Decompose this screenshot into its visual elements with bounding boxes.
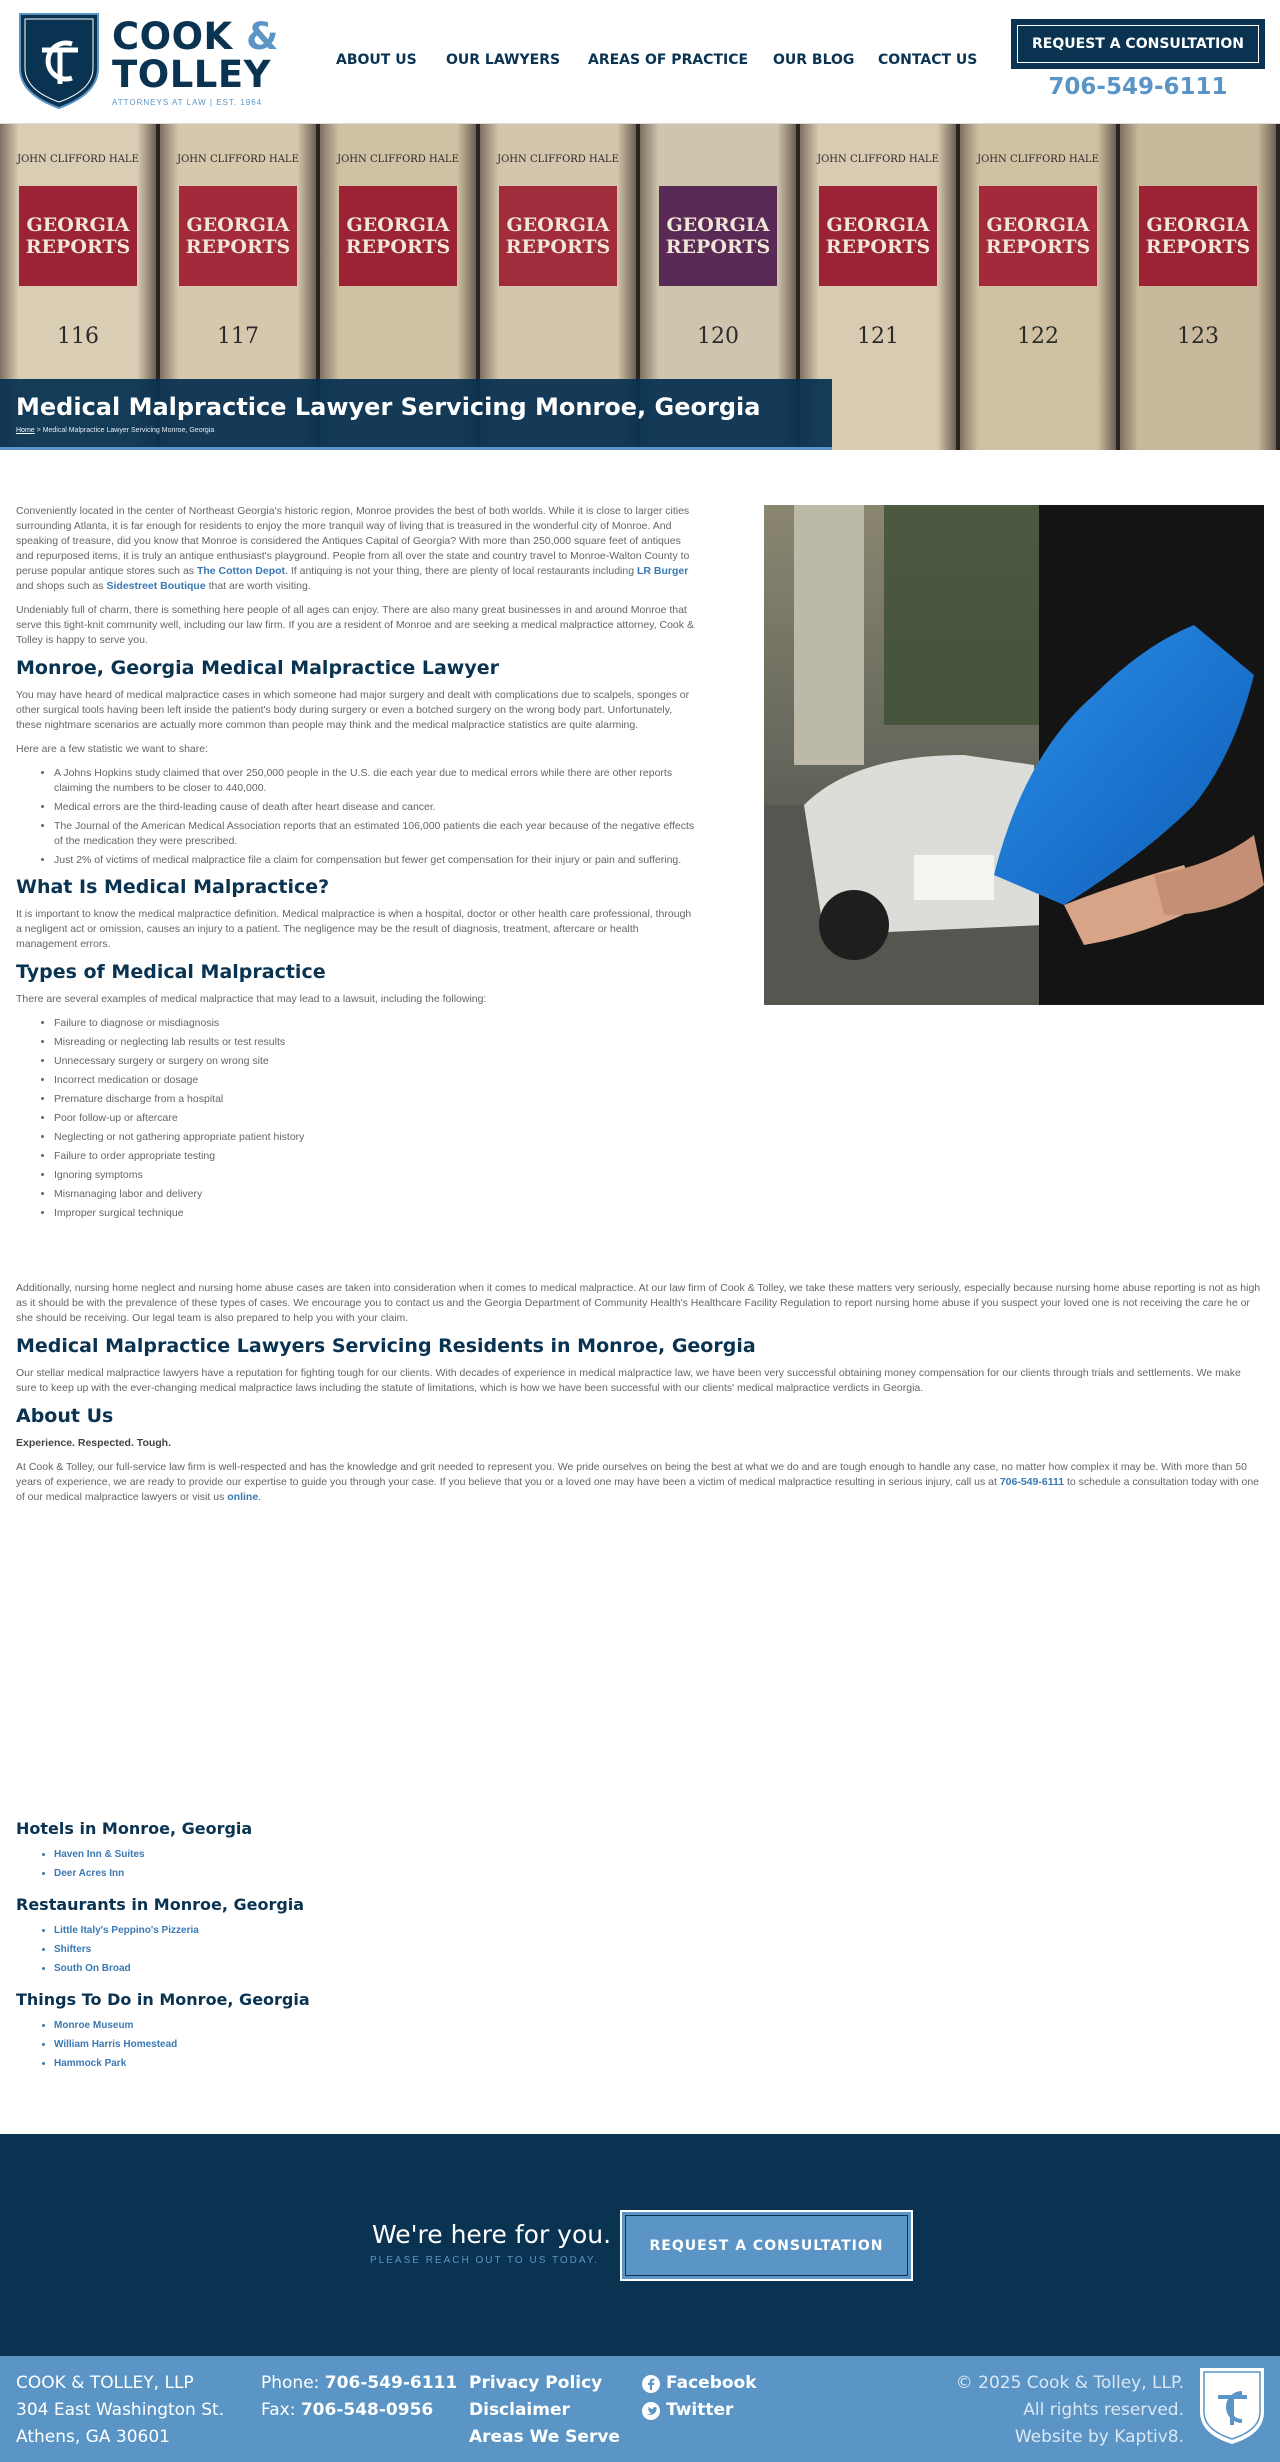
copyright-text: © 2025 Cook & Tolley, LLP. [955,2373,1184,2393]
list-item: • Poor follow-up or aftercare [54,1111,696,1126]
footer-address [16,2370,224,2451]
book-label-line: GEORGIA [986,214,1090,236]
band-subtitle: PLEASE REACH OUT TO US TODAY. [370,2255,599,2266]
about-online-link[interactable]: online [227,1491,259,1503]
types-intro: There are several examples of medical malpractice that may lead to a lawsuit, including the following: [16,993,487,1005]
book-volume-number: 123 [1177,324,1219,349]
list-item: • Ignoring symptoms [54,1168,696,1183]
privacy-policy-link[interactable]: Privacy Policy [469,2373,603,2393]
book-label [659,186,778,286]
logo-line-2: TOLLEY [112,53,271,96]
book-label [339,186,458,286]
book-label-line: GEORGIA [666,214,770,236]
nav-our-lawyers[interactable]: OUR LAWYERS [446,52,561,68]
list-item: • Mismanaging labor and delivery [54,1187,696,1202]
heading-monroe-lawyer: Monroe, Georgia Medical Malpractice Lawyer [16,657,499,679]
header-consultation-label: REQUEST A CONSULTATION [1032,36,1244,52]
book-spine [960,124,1116,450]
book-volume-number: 120 [697,324,739,349]
lr-burger-link[interactable]: LR Burger [637,565,689,577]
book-label [979,186,1098,286]
hotels-list [54,1845,1264,1883]
disclaimer-link[interactable]: Disclaimer [469,2400,570,2420]
about-text-c: . [258,1491,262,1503]
intro-paragraph-2: Undeniably full of charm, there is something here people of all ages can enjoy. There are also many great businesses in and around Monroe that serve this tight-knit community well, including our law firm. If you are a resident of Monroe and are seeking a medical malpractice attorney, Cook & Tolley is happy to serve you. [16,604,694,646]
footer-social [642,2370,757,2424]
phone-label: Phone: [261,2373,325,2393]
heading-what-is: What Is Medical Malpractice? [16,876,330,898]
list-item: • The Journal of the American Medical Association reports that an estimated 106,000 patients die each year because of the negative effects of the medication they were prescribed. [54,819,696,849]
nursing-paragraph: Additionally, nursing home neglect and nursing home abuse cases are taken into consideration when it comes to medical malpractice. At our law firm of Cook & Tolley, we take these matters very seriously, especially because nursing home abuse reporting is not as high as it should be with the prevalence of these types of cases. We encourage you to contact us and the Georgia Department of Community Health's Healthcare Facility Regulation to report nursing home abuse if you suspect your loved one is not receiving the care he or she should be receiving. Our legal team is also prepared to help you with your claim. [16,1282,1261,1324]
twitter-label: Twitter [666,2400,734,2420]
page-title: Medical Malpractice Lawyer Servicing Monroe, Georgia [16,393,761,421]
book-label-line: GEORGIA [346,214,450,236]
stats-list [54,766,696,868]
book-label-line: REPORTS [1145,236,1251,258]
kaptiv8-credit-link[interactable]: Website by Kaptiv8. [1014,2427,1184,2447]
things-to-do-heading: Things To Do in Monroe, Georgia [16,1990,310,2009]
book-top-text: JOHN CLIFFORD HALE [337,154,459,165]
breadcrumb-home-link[interactable]: Home [16,427,35,434]
intro-text-b: . If antiquing is not your thing, there are plenty of local restaurants including [285,565,637,577]
hero-title-box [0,379,832,450]
restaurant-link[interactable]: • Shifters [54,1940,1264,1959]
areas-we-serve-link[interactable]: Areas We Serve [469,2427,620,2447]
footer-links [469,2370,620,2451]
restaurants-list [54,1921,1264,1978]
things-to-do-list [54,2016,1264,2073]
about-text-a: At Cook & Tolley, our full-service law firm is well-respected and has the knowledge and grit needed to represent you. We pride ourselves on being the best at what we do and are tough enough to handle any case, no matter how complex it may be. With more than 50 years of experience, we are ready to provide our expertise to guide you through your case. If you believe that you or a loved one may have been a victim of medical malpractice resulting in serious injury, call us at [16,1461,1247,1488]
cotton-depot-link[interactable]: The Cotton Depot [196,565,286,577]
heading-servicing: Medical Malpractice Lawyers Servicing Residents in Monroe, Georgia [16,1335,756,1357]
hotel-link[interactable]: • Deer Acres Inn [54,1864,1264,1883]
about-paragraph [16,1460,1264,1505]
book-label-line: REPORTS [185,236,291,258]
book-label [19,186,138,286]
book-label [819,186,938,286]
nav-our-blog[interactable]: OUR BLOG [773,52,855,68]
book-top-text: JOHN CLIFFORD HALE [817,154,939,165]
restaurant-link[interactable]: • South On Broad [54,1959,1264,1978]
band-consultation-button[interactable] [620,2210,913,2281]
breadcrumb [16,427,214,434]
list-item: • Incorrect medication or dosage [54,1073,696,1088]
site-header [0,0,1280,124]
list-item: • Just 2% of victims of medical malpractice file a claim for compensation but fewer get compensation for their injury or pain and suffering. [54,853,696,868]
nav-contact-us[interactable]: CONTACT US [878,52,978,68]
twitter-icon [642,2402,660,2420]
book-label-line: REPORTS [825,236,931,258]
book-volume-number: 122 [1017,324,1059,349]
fax-label: Fax: [261,2400,301,2420]
list-item: • Unnecessary surgery or surgery on wrong site [54,1054,696,1069]
footer-city: Athens, GA 30601 [16,2427,170,2447]
band-title: We're here for you. [372,2220,612,2249]
list-item: • Improper surgical technique [54,1206,696,1221]
hotel-link[interactable]: • Haven Inn & Suites [54,1845,1264,1864]
book-top-text: JOHN CLIFFORD HALE [977,154,1099,165]
book-volume-number: 116 [57,324,99,349]
footer-fax [261,2397,457,2424]
footer-fax-number: 706-548-0956 [300,2400,434,2420]
about-text-b: to schedule a consultation today with one of our medical malpractice lawyers or visit us [16,1476,1260,1503]
breadcrumb-current: Medical Malpractice Lawyer Servicing Monroe, Georgia [42,427,215,434]
local-guide [16,1819,1264,2085]
facebook-label: Facebook [666,2373,757,2393]
what-paragraph: It is important to know the medical malpractice definition. Medical malpractice is when a hospital, doctor or other health care professional, through a negligent act or omission, causes an injury to a patient. The negligence may be the result of diagnosis, treatment, aftercare or health management errors. [16,908,692,950]
footer-phone [261,2370,457,2397]
book-label [499,186,618,286]
footer-phone-link[interactable]: 706-549-6111 [324,2373,458,2393]
list-item: • Premature discharge from a hospital [54,1092,696,1107]
book-label-line: REPORTS [505,236,611,258]
twitter-link[interactable] [642,2397,757,2424]
facebook-link[interactable] [642,2370,757,2397]
full-width-article [16,1281,1264,1514]
band-consultation-label: REQUEST A CONSULTATION [649,2237,884,2254]
logo-tagline: ATTORNEYS AT LAW | EST. 1964 [112,98,263,107]
footer-firm-name: COOK & TOLLEY, LLP [16,2373,194,2393]
book-label-line: GEORGIA [26,214,130,236]
hotels-heading: Hotels in Monroe, Georgia [16,1819,253,1838]
restaurants-heading: Restaurants in Monroe, Georgia [16,1895,305,1914]
heading-types: Types of Medical Malpractice [16,961,326,983]
book-top-text: JOHN CLIFFORD HALE [17,154,139,165]
book-label-line: GEORGIA [506,214,610,236]
footer-contact [261,2370,457,2424]
nav-about-us[interactable]: ABOUT US [336,52,417,68]
intro-text-d: that are worth visiting. [205,580,311,592]
list-item: • Failure to diagnose or misdiagnosis [54,1016,696,1031]
facebook-icon [642,2375,660,2393]
heading-about-us: About Us [16,1405,114,1427]
intro-paragraph-1 [16,504,696,594]
book-label-line: GEORGIA [1146,214,1250,236]
list-item: • Failure to order appropriate testing [54,1149,696,1164]
footer-shield-icon [1198,2366,1266,2446]
logo-line-1: COOK & [112,15,279,58]
contact-cta-band [0,2134,1280,2356]
sidestreet-boutique-link[interactable]: Sidestreet Boutique [106,580,206,592]
injury-photo-image [764,505,1264,1005]
restaurant-link[interactable]: • Little Italy's Peppino's Pizzeria [54,1921,1264,1940]
book-top-text: JOHN CLIFFORD HALE [497,154,619,165]
list-item: • Medical errors are the third-leading cause of death after heart disease and cancer. [54,800,696,815]
footer-street: 304 East Washington St. [16,2400,225,2420]
attraction-link[interactable]: • Monroe Museum [54,2016,1264,2035]
about-phone-link[interactable]: 706-549-6111 [999,1476,1065,1488]
rights-text: All rights reserved. [1023,2400,1184,2420]
arm-cast-photo [764,505,1264,1005]
footer-legal [956,2370,1184,2451]
servicing-paragraph: Our stellar medical malpractice lawyers have a reputation for fighting tough for our clients. With decades of experience in medical malpractice law, we have been very successful obtaining money compensation for our clients through trials and settlements. We make sure to keep up with the ever-changing medical malpractice laws including the statute of limitations, which is how we have been successful with our clients' medical malpractice verdicts in Georgia. [16,1367,1241,1394]
book-spine [1120,124,1276,450]
types-list [54,1016,696,1221]
nav-areas-of-practice[interactable]: AREAS OF PRACTICE [588,52,749,68]
book-label-line: REPORTS [25,236,131,258]
book-label [179,186,298,286]
list-item: • Neglecting or not gathering appropriate patient history [54,1130,696,1145]
book-label-line: REPORTS [985,236,1091,258]
main-article [16,504,696,1229]
list-item: • A Johns Hopkins study claimed that over 250,000 people in the U.S. die each year due to medical errors while there are other reports claiming the numbers to be closer to 440,000. [54,766,696,796]
site-footer [0,2356,1280,2462]
hero-banner [0,124,1280,450]
book-label-line: REPORTS [665,236,771,258]
intro-text-c: and shops such as [16,580,107,592]
book-volume-number: 117 [217,324,259,349]
stats-intro: Here are a few statistic we want to share: [16,743,208,755]
main-nav [0,52,1000,72]
book-label [1139,186,1258,286]
intro-text-a: Conveniently located in the center of Northeast Georgia's historic region, Monroe provides the best of both worlds. While it is close to larger cities surrounding Atlanta, it is far enough for residents to enjoy the more tranquil way of living that is treasured in the wonderful city of Monroe. And speaking of treasure, did you know that Monroe is considered the Antiques Capital of Georgia? With more than 250,000 square feet of antiques and repurposed items, it is truly an antique enthusiast's playground. People from all over the state and country travel to Monroe-Walton County to peruse popular antique stores such as [16,505,690,577]
header-phone-link[interactable]: 706-549-6111 [1048,74,1228,100]
lawyer-paragraph: You may have heard of medical malpractice cases in which someone had major surgery and dealt with complications due to scalpels, sponges or other surgical tools having been left inside the patient's body during surgery or even a botched surgery on the wrong body part. Unfortunately, these nightmare scenarios are actually more common than people may think and the medical malpractice statistics are quite alarming. [16,689,690,731]
about-tagline: Experience. Respected. Tough. [16,1437,172,1449]
book-label-line: GEORGIA [186,214,290,236]
book-label-line: REPORTS [345,236,451,258]
attraction-link[interactable]: • William Harris Homestead [54,2035,1264,2054]
header-consultation-button[interactable] [1012,20,1264,68]
attraction-link[interactable]: • Hammock Park [54,2054,1264,2073]
list-item: • Misreading or neglecting lab results or test results [54,1035,696,1050]
book-volume-number: 121 [857,324,899,349]
book-label-line: GEORGIA [826,214,930,236]
book-top-text: JOHN CLIFFORD HALE [177,154,299,165]
breadcrumb-separator: > [36,427,41,434]
